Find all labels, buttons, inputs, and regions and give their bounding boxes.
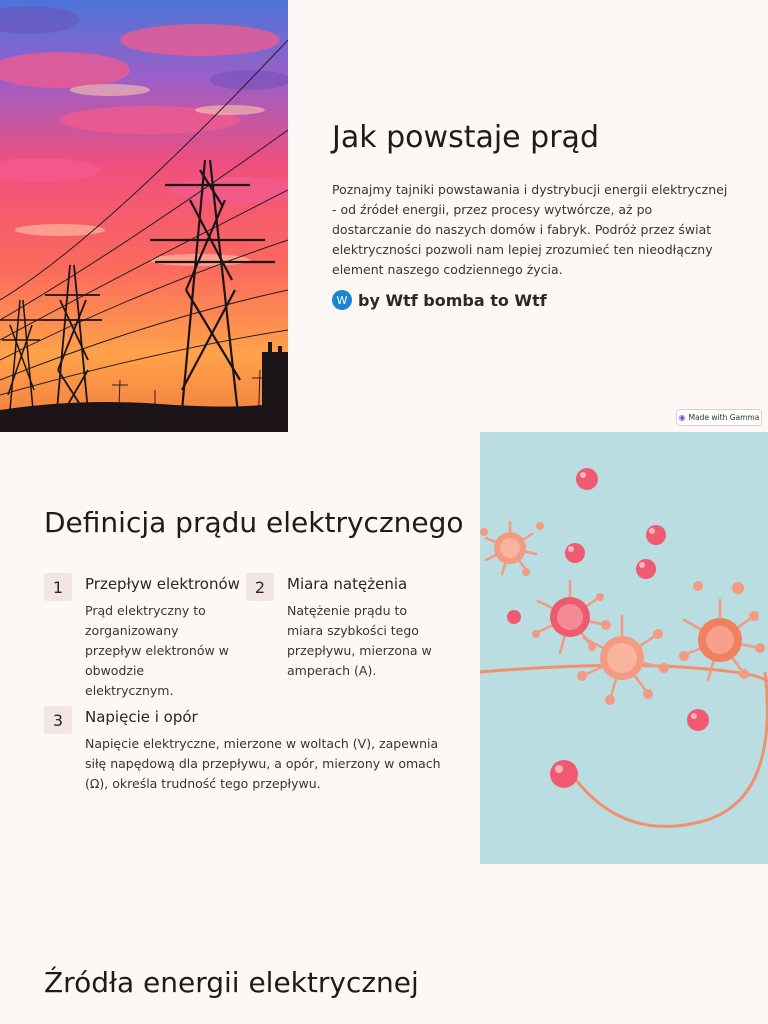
item-heading-1: Przepływ elektronów <box>85 575 240 593</box>
item-text-1: Prąd elektryczny to zorganizowany przepływ elektronów w obwodzie elektrycznym. <box>85 603 229 698</box>
item-number-3: 3 <box>44 706 72 734</box>
definition-heading: Definicja prądu elektrycznego <box>44 506 464 539</box>
page-title: Jak powstaje prąd <box>332 120 599 155</box>
energy-sources-heading: Źródła energii elektrycznej <box>44 966 419 999</box>
gamma-logo-icon: ◉ <box>678 413 686 422</box>
badge-label: Made with Gamma <box>688 413 760 422</box>
author-byline <box>332 290 547 310</box>
power-lines-sunset-image <box>0 0 288 432</box>
made-with-gamma-badge[interactable] <box>676 409 762 426</box>
item-heading-2: Miara natężenia <box>287 575 408 593</box>
intro-paragraph: Poznajmy tajniki powstawania i dystrybucji energii elektrycznej - od źródeł energii, przez procesy wytwórcze, aż po dostarczanie do naszych domów i fabryk. Podróż przez świat elektryczności pozwoli nam lepiej zrozumieć ten nieodłączny element naszego codziennego życia. <box>332 182 728 277</box>
item-text-2: Natężenie prądu to miara szybkości tego przepływu, mierzona w amperach (A). <box>287 603 432 678</box>
author-avatar: W <box>332 290 352 310</box>
author-name: by Wtf bomba to Wtf <box>358 290 547 310</box>
item-text-3: Napięcie elektryczne, mierzone w woltach (V), zapewnia siłę napędową dla przepływu, a opór, mierzony w omach (Ω), określa trudność tego przepływu. <box>85 736 441 791</box>
electron-illustration <box>480 432 768 864</box>
item-number-2: 2 <box>246 573 274 601</box>
item-number-1: 1 <box>44 573 72 601</box>
item-heading-3: Napięcie i opór <box>85 708 198 726</box>
